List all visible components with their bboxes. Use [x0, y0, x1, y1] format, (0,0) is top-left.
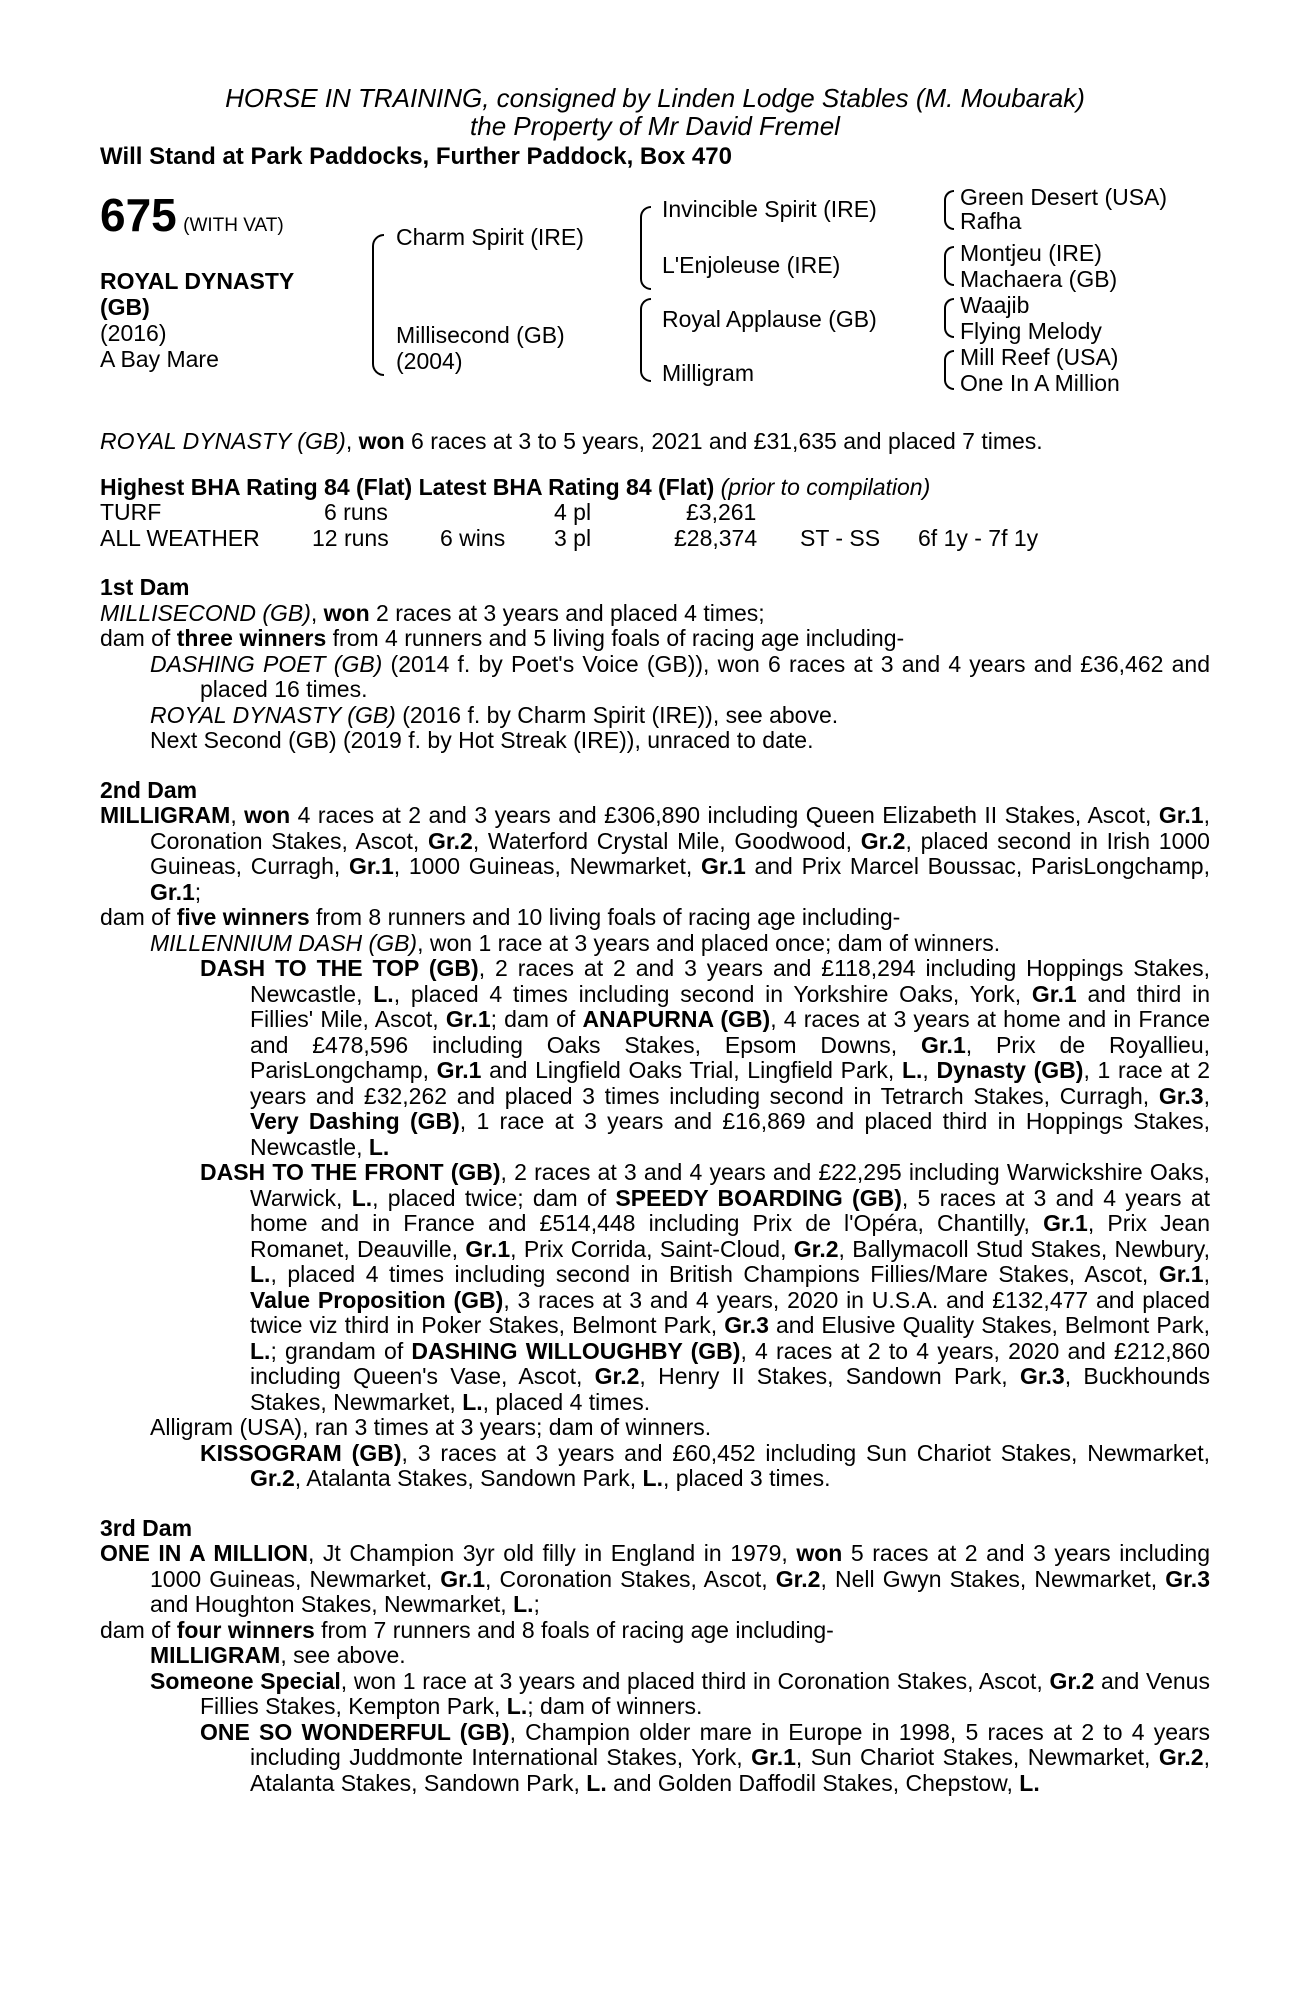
- offspring-name: ANAPURNA (GB): [582, 1006, 771, 1032]
- record-text: , 4 races at 2 to 4 years, 2020 and £212,860 including Queen's Vase, Ascot,: [250, 1337, 1210, 1389]
- grade-3: Gr.3: [1019, 1363, 1065, 1389]
- aw-distance: 6f 1y - 7f 1y: [918, 524, 1039, 551]
- dam-dam-dam: One In A Million: [960, 370, 1120, 396]
- record-text: and Elusive Quality Stakes, Belmont Park,: [768, 1312, 1211, 1338]
- foals-text: from 7 runners and 8 foals of racing age including-: [314, 1616, 834, 1643]
- sire-dam-dam: Machaera (GB): [960, 266, 1118, 292]
- horse-country: (GB): [100, 294, 150, 320]
- grade-1: Gr.1: [1031, 980, 1077, 1007]
- record-text: and Lingfield Oaks Trial, Lingfield Park,: [481, 1057, 902, 1083]
- dam-dam: Milligram: [662, 360, 754, 386]
- summary-text: 6 races at 3 to 5 years, 2021 and £31,635 and placed 7 times.: [404, 428, 1043, 454]
- record-text: , Coronation Stakes, Ascot,: [485, 1565, 776, 1592]
- offspring-alligram: Alligram (USA), ran 3 times at 3 years; dam of winners.: [150, 1414, 712, 1440]
- offspring-name: ONE SO WONDERFUL (GB): [200, 1718, 510, 1745]
- catalogue-page: [100, 84, 1210, 1796]
- record-text: , Henry II Stakes, Sandown Park,: [639, 1363, 1020, 1389]
- grade-2: Gr.2: [250, 1465, 295, 1491]
- record-text: , placed second in Irish 1000 Guineas, Curragh,: [150, 827, 1210, 879]
- winners-count: four winners: [176, 1616, 315, 1643]
- record-text: , 2 races at 3 and 4 years and £22,295 including Warwickshire Oaks, Warwick,: [250, 1159, 1210, 1211]
- horse-year: (2016): [100, 320, 167, 346]
- grade-2: Gr.2: [860, 827, 906, 854]
- aw-row: [100, 526, 1210, 552]
- offspring-name: DASHING POET (GB): [150, 650, 383, 677]
- listed: L.: [513, 1591, 534, 1617]
- brace-dam-parents: [640, 298, 651, 382]
- turf-label: TURF: [100, 499, 162, 525]
- record-text: , 4 races at 3 years at home and in France and £478,596 including Oaks Stakes, Epsom Downs,: [250, 1006, 1211, 1058]
- record-text: , 1 race at 2 years and £32,262 and placed 3 times including second in Tetrarch Stakes, Curragh,: [250, 1057, 1210, 1109]
- grade-1: Gr.1: [440, 1565, 486, 1592]
- second-dam-heading: 2nd Dam: [100, 776, 198, 803]
- listed: L.: [250, 1337, 271, 1364]
- brace-sire-parents: [640, 206, 651, 290]
- record-text: , Prix de Royallieu, ParisLongchamp,: [250, 1031, 1210, 1083]
- grade-1: Gr.1: [349, 853, 394, 879]
- record-text: , Sun Chariot Stakes, Newmarket,: [795, 1744, 1159, 1770]
- aw-runs: 12 runs: [312, 524, 389, 551]
- grade-1: Gr.1: [436, 1057, 482, 1083]
- offspring-milligram: [100, 1643, 1210, 1669]
- won-word: won: [796, 1540, 843, 1566]
- record-text: , Atalanta Stakes, Sandown Park,: [250, 1744, 1210, 1796]
- listed: L.: [1019, 1769, 1040, 1796]
- record-text: 4 races at 2 and 3 years and £306,890 including Queen Elizabeth II Stakes, Ascot,: [290, 802, 1159, 828]
- lot-number: 675: [100, 189, 177, 241]
- offspring-name: ROYAL DYNASTY (GB): [150, 701, 396, 728]
- offspring-name: Someone Special: [150, 1667, 341, 1694]
- sire: Charm Spirit (IRE): [396, 224, 584, 250]
- record-text: ; dam of: [490, 1006, 583, 1032]
- record-text: , placed twice; dam of: [372, 1184, 616, 1211]
- grade-2: Gr.2: [428, 827, 473, 854]
- record-text: , Coronation Stakes, Ascot,: [150, 802, 1210, 854]
- record-text: , 3 races at 3 years and £60,452 including Sun Chariot Stakes, Newmarket,: [401, 1439, 1210, 1466]
- sire-sire-sire: Green Desert (USA): [960, 184, 1168, 210]
- offspring-name: DASH TO THE TOP (GB): [200, 955, 479, 981]
- offspring-name: Value Proposition (GB): [250, 1286, 504, 1313]
- consignor-line: HORSE IN TRAINING, consigned by Linden Lodge Stables (M. Moubarak): [225, 83, 1085, 113]
- second-dam-section: [100, 778, 1210, 1492]
- aw-label: ALL WEATHER: [100, 524, 260, 551]
- third-dam-section: [100, 1516, 1210, 1797]
- pedigree-table: [100, 186, 1210, 401]
- offspring-one-so-wonderful: [100, 1720, 1210, 1797]
- offspring-dash-to-the-front: DASH TO THE FRONT (GB), 2 races at 3 and 4 years and £22,295 including Warwickshire Oaks, Warwick, L., placed twice; dam of SPEEDY BOARDING (GB), 5 races at 3 and 4 years at home and in France and £514,448 including Prix de l'Opéra, Chantilly, Gr.1, Prix Jean Romanet, Deauville, Gr.1, Prix Corrida, Saint-Cloud, Gr.2, Ballymacoll Stud Stakes, Newbury, L., placed 4 times including second in British Champions Fillies/Mare Stakes, Ascot, Gr.1, Value Proposition (GB), 3 races at 3 and 4 years, 2020 in U.S.A. and £132,477 and placed twice viz third in Poker Stakes, Belmont Park, Gr.3 and Elusive Quality Stakes, Belmont Park, L.; grandam of DASHING WILLOUGHBY (GB), 4 races at 2 to 4 years, 2020 and £212,860 including Queen's Vase, Ascot, Gr.2, Henry II Stakes, Sandown Park, Gr.3, Buckhounds Stakes, Newmarket, L., placed 4 times.: [200, 1159, 1211, 1415]
- turf-amount: £3,261: [686, 499, 757, 525]
- aw-placed: 3 pl: [554, 524, 592, 551]
- record-text: , Prix Jean Romanet, Deauville,: [250, 1210, 1211, 1262]
- dam-sire-dam: Flying Melody: [960, 318, 1102, 344]
- vat-note: (WITH VAT): [183, 215, 284, 236]
- offspring-name: KISSOGRAM (GB): [200, 1439, 402, 1466]
- record-text: ; grandam of: [270, 1337, 412, 1364]
- brace-sd: [944, 246, 954, 286]
- aw-wins: 6 wins: [440, 524, 506, 551]
- aw-amount: £28,374: [674, 524, 758, 551]
- offspring-record: , won 1 race at 3 years and placed once; dam of winners.: [417, 929, 1001, 956]
- grade-2: Gr.2: [1158, 1744, 1204, 1770]
- ratings-note: (prior to compilation): [720, 473, 931, 500]
- record-text: , 1 race at 3 years and £16,869 and placed third in Hoppings Stakes, Newcastle,: [250, 1108, 1211, 1160]
- grade-1: Gr.1: [1158, 1261, 1204, 1287]
- record-text: , Atalanta Stakes, Sandown Park,: [294, 1465, 643, 1491]
- summary-horse-name: ROYAL DYNASTY (GB): [100, 428, 346, 454]
- won-word: won: [244, 802, 291, 828]
- first-dam-winners: three winners: [176, 625, 327, 651]
- listed: L.: [351, 1184, 373, 1211]
- offspring-name: Dynasty (GB): [936, 1057, 1084, 1083]
- aw-surface: ST - SS: [800, 524, 881, 551]
- grade-2: Gr.2: [1049, 1667, 1095, 1694]
- listed: L.: [506, 1693, 528, 1719]
- listed: L.: [586, 1769, 607, 1796]
- offspring-record: (2014 f. by Poet's Voice (GB)), won 6 races at 3 and 4 years and £36,462 and placed 16 times.: [200, 650, 1210, 702]
- offspring-name: DASHING WILLOUGHBY (GB): [411, 1337, 741, 1364]
- record-text: , placed 3 times.: [662, 1465, 831, 1491]
- offspring-name: MILLENNIUM DASH (GB): [150, 929, 418, 956]
- offspring-name: SPEEDY BOARDING (GB): [615, 1184, 902, 1211]
- offspring-name: Very Dashing (GB): [250, 1108, 460, 1134]
- record-text: , won 1 race at 3 years and placed third in Coronation Stakes, Ascot,: [340, 1667, 1050, 1694]
- dam: Millisecond (GB): [396, 322, 565, 348]
- offspring-name: DASH TO THE FRONT (GB): [200, 1159, 501, 1185]
- grade-1: Gr.1: [1043, 1210, 1088, 1236]
- grade-1: Gr.1: [920, 1031, 966, 1058]
- dam-dam-sire: Mill Reef (USA): [960, 344, 1119, 370]
- record-text: ; dam of winners.: [527, 1693, 703, 1719]
- record-text: , placed 4 times.: [482, 1388, 651, 1415]
- grade-2: Gr.2: [594, 1363, 640, 1389]
- offspring-millennium-dash: [100, 931, 1210, 957]
- sire-dam: L'Enjoleuse (IRE): [662, 252, 841, 278]
- record-text: , Buckhounds Stakes, Newmarket,: [250, 1363, 1210, 1415]
- offspring-record: (2016 f. by Charm Spirit (IRE)), see above.: [395, 701, 839, 728]
- turf-row: [100, 500, 1210, 526]
- foals-text: from 8 runners and 10 living foals of racing age including-: [309, 904, 901, 930]
- record-text: and Golden Daffodil Stakes, Chepstow,: [606, 1769, 1020, 1796]
- grade-1: Gr.1: [751, 1744, 796, 1770]
- first-dam-name: MILLISECOND (GB): [100, 599, 311, 626]
- offspring-next-second: Next Second (GB) (2019 f. by Hot Streak (IRE)), unraced to date.: [150, 727, 814, 753]
- first-dam-section: 1st Dam MILLISECOND (GB), won 2 races at 3 years and placed 4 times; dam of three winners from 4 runners and 5 living foals of racing age including- DASHING POET (GB) (2014 f. by Poet's Voice (GB)), won 6 races at 3 and 4 years and £36,462 and placed 16 times. ROYAL DYNASTY (GB) (2016 f. by Charm Spirit (IRE)), see above. Next Second (GB) (2019 f. by Hot Streak (IRE)), unraced to date.: [100, 574, 1210, 753]
- record-text: , Jt Champion 3yr old filly in England in 1979,: [307, 1540, 797, 1566]
- grade-1: Gr.1: [150, 878, 195, 905]
- sire-dam-sire: Montjeu (IRE): [960, 240, 1102, 266]
- damof-text: dam of: [100, 1616, 177, 1643]
- stabling-line: Will Stand at Park Paddocks, Further Paddock, Box 470: [100, 143, 732, 170]
- ratings-block: [100, 475, 1210, 552]
- record-text: , Nell Gwyn Stakes, Newmarket,: [820, 1565, 1166, 1592]
- listed: L.: [368, 1133, 390, 1160]
- record-text: and Houghton Stakes, Newmarket,: [150, 1591, 514, 1617]
- sire-sire-dam: Rafha: [960, 208, 1022, 234]
- turf-runs: 6 runs: [324, 499, 388, 525]
- grade-1: Gr.1: [700, 853, 746, 879]
- grade-2: Gr.2: [775, 1565, 821, 1592]
- dam-sire: Royal Applause (GB): [662, 306, 877, 332]
- bha-ratings: Highest BHA Rating 84 (Flat) Latest BHA Rating 84 (Flat): [100, 473, 715, 500]
- owner-line: the Property of Mr David Fremel: [470, 111, 840, 141]
- record-text: and Prix Marcel Boussac, ParisLongchamp,: [745, 853, 1210, 879]
- third-dam-record: ONE IN A MILLION, Jt Champion 3yr old filly in England in 1979, won 5 races at 2 and 3 years including 1000 Guineas, Newmarket, Gr.1, Coronation Stakes, Ascot, Gr.2, Nell Gwyn Stakes, Newmarket, Gr.3 and Houghton Stakes, Newmarket, L.;: [100, 1540, 1211, 1617]
- offspring-record: , see above.: [280, 1642, 406, 1668]
- grade-1: Gr.1: [445, 1006, 491, 1032]
- grade-3: Gr.3: [1158, 1082, 1204, 1109]
- grade-2: Gr.2: [793, 1235, 839, 1262]
- grade-1: Gr.1: [465, 1235, 511, 1262]
- turf-placed: 4 pl: [554, 499, 592, 525]
- first-dam-damof: dam of: [100, 625, 177, 651]
- horse-name: ROYAL DYNASTY: [100, 268, 295, 294]
- grade-3: Gr.3: [724, 1312, 769, 1338]
- record-text: 5 races at 2 and 3 years including 1000 Guineas, Newmarket,: [150, 1540, 1211, 1592]
- offspring-dash-to-the-top: DASH TO THE TOP (GB), 2 races at 2 and 3 years and £118,294 including Hoppings Stakes, Newcastle, L., placed 4 times including second in Yorkshire Oaks, York, Gr.1 and third in Fillies' Mile, Ascot, Gr.1; dam of ANAPURNA (GB), 4 races at 3 years at home and in France and £478,596 including Oaks Stakes, Epsom Downs, Gr.1, Prix de Royallieu, ParisLongchamp, Gr.1 and Lingfield Oaks Trial, Lingfield Park, L., Dynasty (GB), 1 race at 2 years and £32,262 and placed 3 times including second in Tetrarch Stakes, Curragh, Gr.3, Very Dashing (GB), 1 race at 3 years and £16,869 and placed third in Hoppings Stakes, Newcastle, L.: [200, 955, 1211, 1160]
- second-dam-record: MILLIGRAM, won 4 races at 2 and 3 years and £306,890 including Queen Elizabeth II Stakes, Ascot, Gr.1, Coronation Stakes, Ascot, Gr.2, Waterford Crystal Mile, Goodwood, Gr.2, placed second in Irish 1000 Guineas, Curragh, Gr.1, 1000 Guineas, Newmarket, Gr.1 and Prix Marcel Boussac, ParisLongchamp, Gr.1;: [100, 802, 1210, 905]
- summary-won: won: [358, 428, 405, 454]
- record-text: , 5 races at 3 and 4 years at home and in France and £514,448 including Prix de l'Opéra, Chantilly,: [250, 1184, 1210, 1236]
- lot-number-row: [100, 190, 284, 240]
- listed: L.: [462, 1388, 483, 1415]
- first-dam-heading: 1st Dam: [100, 574, 190, 600]
- offspring-someone-special: [100, 1669, 1210, 1720]
- brace-dd: [944, 350, 954, 390]
- second-dam-name: MILLIGRAM: [100, 802, 231, 828]
- winners-count: five winners: [176, 904, 310, 930]
- horse-description: A Bay Mare: [100, 346, 219, 372]
- brace-ds: [944, 298, 954, 338]
- record-text: , Ballymacoll Stud Stakes, Newbury,: [838, 1235, 1210, 1262]
- listed: L.: [250, 1261, 271, 1287]
- listed: L.: [373, 980, 394, 1007]
- brace-parents: [372, 234, 384, 376]
- brace-ss: [944, 190, 954, 230]
- record-text: , Waterford Crystal Mile, Goodwood,: [472, 827, 861, 854]
- listed: L.: [901, 1057, 923, 1083]
- record-text: , 3 races at 3 and 4 years, 2020 in U.S.A. and £132,477 and placed twice viz third in Poker Stakes, Belmont Park,: [250, 1286, 1210, 1338]
- record-text: and third in Fillies' Mile, Ascot,: [250, 980, 1210, 1032]
- record-text: , 2 races at 2 and 3 years and £118,294 including Hoppings Stakes, Newcastle,: [250, 955, 1210, 1007]
- offspring-name: MILLIGRAM: [150, 1642, 281, 1668]
- sire-sire: Invincible Spirit (IRE): [662, 196, 877, 222]
- first-dam-foals: from 4 runners and 5 living foals of racing age including-: [326, 625, 905, 651]
- third-dam-heading: 3rd Dam: [100, 1514, 193, 1541]
- record-text: , 1000 Guineas, Newmarket,: [393, 853, 701, 879]
- record-text: , placed 4 times including second in British Champions Fillies/Mare Stakes, Ascot,: [270, 1261, 1159, 1287]
- dam-sire-sire: Waajib: [960, 292, 1030, 318]
- third-dam-name: ONE IN A MILLION: [100, 1540, 308, 1566]
- record-text: and Venus Fillies Stakes, Kempton Park,: [200, 1667, 1210, 1719]
- offspring-dashing-poet: [100, 652, 1210, 703]
- record-text: , placed 4 times including second in Yorkshire Oaks, York,: [393, 980, 1032, 1007]
- damof-text: dam of: [100, 904, 177, 930]
- offspring-royal-dynasty: [100, 703, 1210, 729]
- grade-3: Gr.3: [1165, 1565, 1210, 1592]
- offspring-kissogram: [100, 1441, 1210, 1492]
- grade-1: Gr.1: [1158, 802, 1204, 828]
- race-summary: ROYAL DYNASTY (GB), won 6 races at 3 to 5 years, 2021 and £31,635 and placed 7 times.: [100, 428, 1043, 454]
- first-dam-record: 2 races at 3 years and placed 4 times;: [369, 599, 765, 626]
- first-dam-won: won: [323, 599, 370, 626]
- dam-year: (2004): [396, 348, 463, 374]
- listed: L.: [642, 1465, 663, 1491]
- record-text: , Prix Corrida, Saint-Cloud,: [510, 1235, 794, 1262]
- record-text: , Champion older mare in Europe in 1998, 5 races at 2 to 4 years including Juddmonte International Stakes, York,: [250, 1718, 1210, 1770]
